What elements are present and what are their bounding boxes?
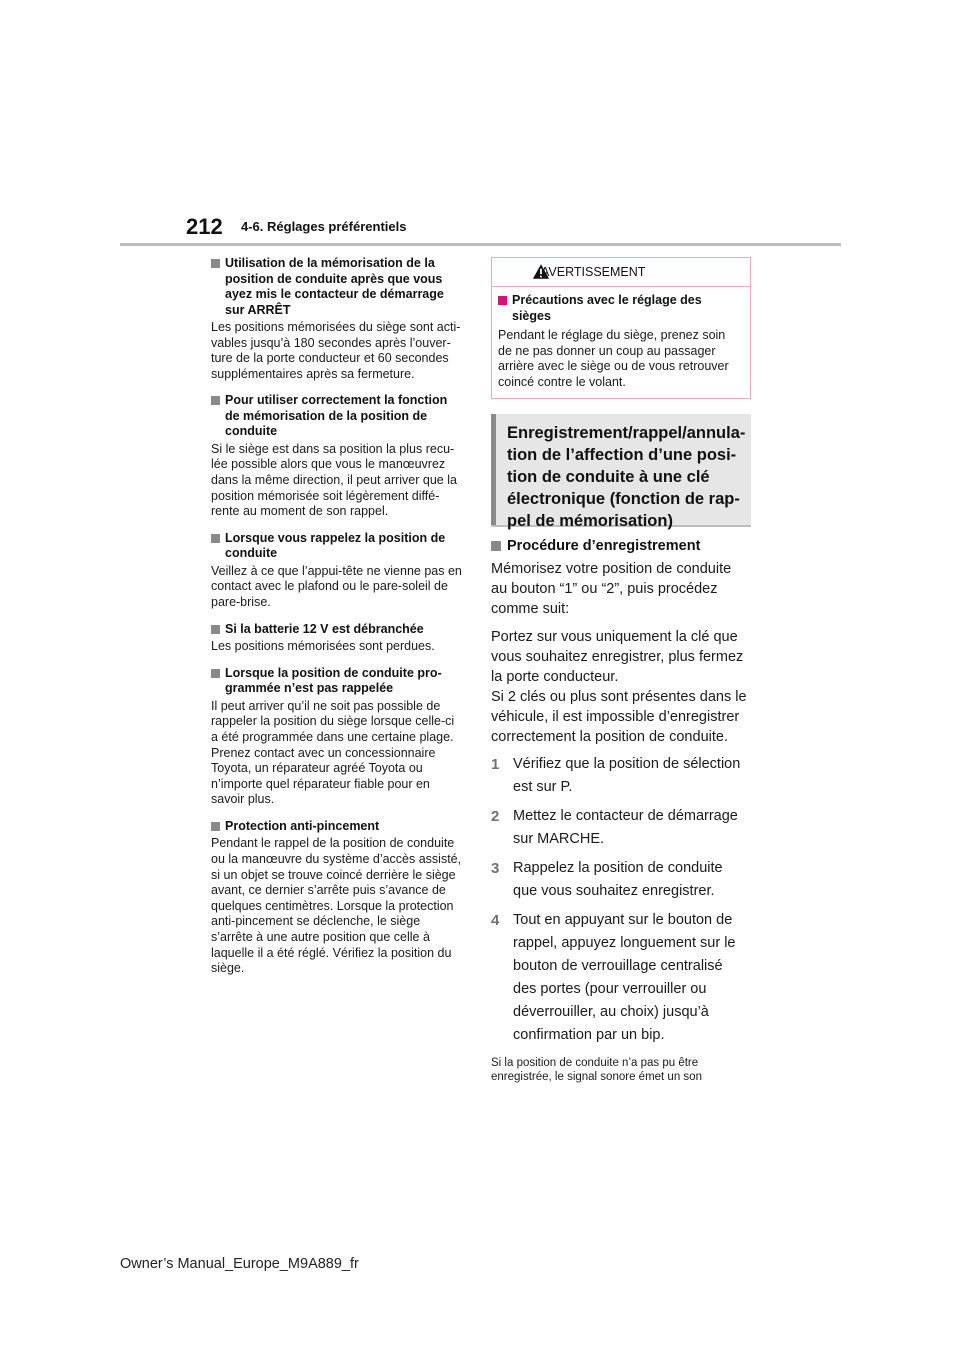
- section-title-line: tion de l’affection d’une posi-: [507, 446, 737, 465]
- note-title-line: ayez mis le contacteur de démarrage: [225, 287, 444, 301]
- note-line: Si la position de conduite n’a pas pu être: [491, 1057, 699, 1070]
- note-body: [211, 442, 473, 520]
- warning-title: AVERTISSEMENT: [541, 265, 646, 279]
- note-body-line: si un objet se trouve coincé derrière le siège: [211, 867, 456, 882]
- step-line: Rappelez la position de conduite: [513, 860, 723, 877]
- note-title: [211, 531, 473, 562]
- section-title-box: [491, 414, 751, 531]
- step-line: Vérifiez que la position de sélection: [513, 756, 741, 773]
- procedure-step: [491, 805, 751, 851]
- note-body: [211, 564, 473, 611]
- right-column: [491, 257, 751, 1084]
- step-line: bouton de verrouillage centralisé: [513, 958, 723, 975]
- note-body-line: quelques centimètres. Lorsque la protection: [211, 898, 454, 913]
- note-body: [211, 699, 473, 808]
- note-body: [211, 836, 473, 976]
- note-body-line: dans la même direction, il peut arriver que la: [211, 473, 457, 488]
- procedure-step: [491, 753, 751, 799]
- note-body-line: avant, ce dernier s’arrête puis s’avance de: [211, 883, 446, 898]
- footer-text: Owner’s Manual_Europe_M9A889_fr: [120, 1256, 359, 1272]
- note-title-line: Utilisation de la mémorisation de la: [225, 256, 435, 270]
- note-body-line: Veillez à ce que l’appui-tête ne vienne pas en: [211, 563, 462, 578]
- step-number: 4: [491, 912, 500, 930]
- procedure-heading-text: Procédure d’enregistrement: [507, 538, 701, 555]
- note-body-line: laquelle il a été réglé. Vérifiez la position du: [211, 945, 452, 960]
- bullet-square-icon: [211, 534, 220, 543]
- procedure-steps: [491, 753, 751, 1047]
- note-title: [211, 622, 473, 638]
- note-title-line: conduite: [225, 424, 278, 439]
- note-title-line: grammée n’est pas rappelée: [225, 681, 394, 696]
- note-body-line: ture de la porte conducteur et 60 secondes: [211, 351, 449, 366]
- note-body-line: n’importe quel réparateur fiable pour en: [211, 776, 430, 791]
- step-line: Mettez le contacteur de démarrage: [513, 808, 738, 825]
- step-line: sur MARCHE.: [513, 831, 605, 848]
- warning-body-line: de ne pas donner un coup au passager: [498, 343, 716, 358]
- header-divider: [120, 243, 841, 246]
- note-body-line: Toyota, un réparateur agréé Toyota ou: [211, 761, 423, 776]
- note-line: enregistrée, le signal sonore émet un son: [491, 1071, 702, 1084]
- note-title-text: [225, 666, 442, 697]
- bullet-square-icon: [211, 822, 220, 831]
- note-title-text: [225, 819, 379, 835]
- step-line: est sur P.: [513, 779, 573, 796]
- note-body-line: Si le siège est dans sa position la plus recu-: [211, 441, 455, 456]
- note-block: [211, 393, 473, 519]
- note-title-line: Lorsque la position de conduite pro-: [225, 665, 442, 680]
- para-line: véhicule, il est impossible d’enregistrer: [491, 709, 740, 726]
- warning-body-line: Pendant le réglage du siège, prenez soin: [498, 328, 726, 342]
- procedure-paragraph: [491, 627, 751, 747]
- note-body-line: contact avec le plafond ou le pare-soleil de: [211, 579, 448, 594]
- step-line: rappel, appuyez longuement sur le: [513, 935, 736, 952]
- bullet-square-icon: [491, 541, 501, 551]
- note-title-line: Pour utiliser correctement la fonction: [225, 393, 448, 408]
- bullet-square-icon: [211, 396, 220, 405]
- page-number: 212: [186, 214, 223, 239]
- bullet-square-icon: [211, 625, 220, 634]
- step-number: 1: [491, 756, 500, 774]
- note-title-line: Si la batterie 12 V est débranchée: [225, 621, 424, 636]
- step-line: déverrouiller, au choix) jusqu’à: [513, 1004, 709, 1021]
- para-line: vous souhaitez enregistrer, plus fermez: [491, 649, 744, 666]
- step-line: que vous souhaitez enregistrer.: [513, 883, 715, 900]
- note-block: [211, 256, 473, 382]
- note-body: [211, 639, 473, 655]
- section-title-line: pel de mémorisation): [507, 512, 673, 531]
- note-body: [211, 320, 473, 382]
- para-line: Si 2 clés ou plus sont présentes dans le: [491, 689, 747, 706]
- intro-line: au bouton “1” ou “2”, puis procédez: [491, 581, 718, 598]
- note-title-text: [225, 256, 444, 318]
- note-body-line: anti-pincement se déclenche, le siège: [211, 914, 421, 929]
- note-title-text: [225, 531, 445, 562]
- note-title-line: de mémorisation de la position de: [225, 408, 428, 423]
- note-title: [211, 666, 473, 697]
- note-block: [211, 666, 473, 808]
- para-line: la porte conducteur.: [491, 669, 619, 686]
- para-line: correctement la position de conduite.: [491, 729, 728, 746]
- bullet-square-icon: [498, 296, 507, 305]
- intro-line: Mémorisez votre position de conduite: [491, 561, 732, 578]
- note-body-line: rente au moment de son rappel.: [211, 504, 389, 519]
- procedure-step: [491, 857, 751, 903]
- note-body-line: Prenez contact avec un concessionnaire: [211, 745, 436, 760]
- note-body-line: Les positions mémorisées sont perdues.: [211, 639, 435, 654]
- warning-item-title-line: sièges: [512, 308, 551, 323]
- warning-item-title: [512, 293, 702, 324]
- note-title-text: [225, 622, 424, 638]
- note-body-line: Il peut arriver qu’il ne soit pas possible de: [211, 698, 441, 713]
- note-title-line: Protection anti-pincement: [225, 818, 380, 833]
- note-title-line: position de conduite après que vous: [225, 271, 443, 286]
- step-text: [513, 909, 735, 1047]
- step-line: des portes (pour verrouiller ou: [513, 981, 707, 998]
- note-body-line: siège.: [211, 961, 245, 976]
- note-body-line: position mémorisée soit légèrement diffé-: [211, 488, 440, 503]
- note-title: [211, 819, 473, 835]
- note-body-line: vables jusqu’à 180 secondes après l’ouver-: [211, 335, 451, 350]
- note-body-line: ou la manœuvre du système d’accès assisté,: [211, 851, 462, 866]
- procedure-step: [491, 909, 751, 1047]
- note-body-line: a été programmée dans une certaine plage.: [211, 729, 454, 744]
- warning-item-body: [498, 328, 744, 390]
- step-line: Tout en appuyant sur le bouton de: [513, 912, 733, 929]
- intro-line: comme suit:: [491, 601, 570, 618]
- running-head: 4-6. Réglages préférentiels: [241, 219, 407, 234]
- warning-header: [492, 258, 750, 287]
- note-body-line: lée possible alors que vous le manœuvrez: [211, 457, 446, 472]
- step-line: confirmation par un bip.: [513, 1027, 665, 1044]
- note-block: [211, 531, 473, 611]
- note-block: [211, 622, 473, 655]
- note-title-line: conduite: [225, 546, 278, 561]
- section-title-line: tion de conduite à une clé: [507, 468, 710, 487]
- note-body-line: pare-brise.: [211, 595, 271, 610]
- warning-body-line: arrière avec le siège ou de vous retrouver: [498, 359, 729, 374]
- note-body-line: supplémentaires après sa fermeture.: [211, 366, 415, 381]
- note-body-line: s’arrête à une autre position que celle à: [211, 929, 430, 944]
- bullet-square-icon: [211, 259, 220, 268]
- note-title: [211, 393, 473, 440]
- section-title-line: électronique (fonction de rap-: [507, 490, 740, 509]
- left-column: [211, 256, 473, 988]
- step-number: 3: [491, 860, 500, 878]
- para-line: Portez sur vous uniquement la clé que: [491, 629, 738, 646]
- step-text: [513, 805, 738, 851]
- warning-item-title-line: Précautions avec le réglage des: [512, 293, 702, 307]
- step-number: 2: [491, 808, 500, 826]
- step-text: [513, 857, 723, 903]
- note-title-text: [225, 393, 447, 440]
- procedure-heading: [491, 538, 751, 554]
- note-title-line: sur ARRÊT: [225, 302, 291, 317]
- note-body-line: savoir plus.: [211, 792, 275, 807]
- section-title-line: Enregistrement/rappel/annula-: [507, 424, 746, 443]
- warning-body-line: coincé contre le volant.: [498, 374, 626, 389]
- procedure-note: [491, 1056, 751, 1084]
- step-text: [513, 753, 740, 799]
- warning-content: [492, 287, 750, 398]
- bullet-square-icon: [211, 669, 220, 678]
- note-title-line: Lorsque vous rappelez la position de: [225, 530, 446, 545]
- procedure-intro: [491, 559, 751, 619]
- warning-box: [491, 257, 751, 399]
- note-body-line: rappeler la position du siège lorsque celle-ci: [211, 714, 455, 729]
- note-block: [211, 819, 473, 977]
- note-title: [211, 256, 473, 318]
- note-body-line: Les positions mémorisées du siège sont acti-: [211, 320, 461, 334]
- note-body-line: Pendant le rappel de la position de conduite: [211, 836, 455, 851]
